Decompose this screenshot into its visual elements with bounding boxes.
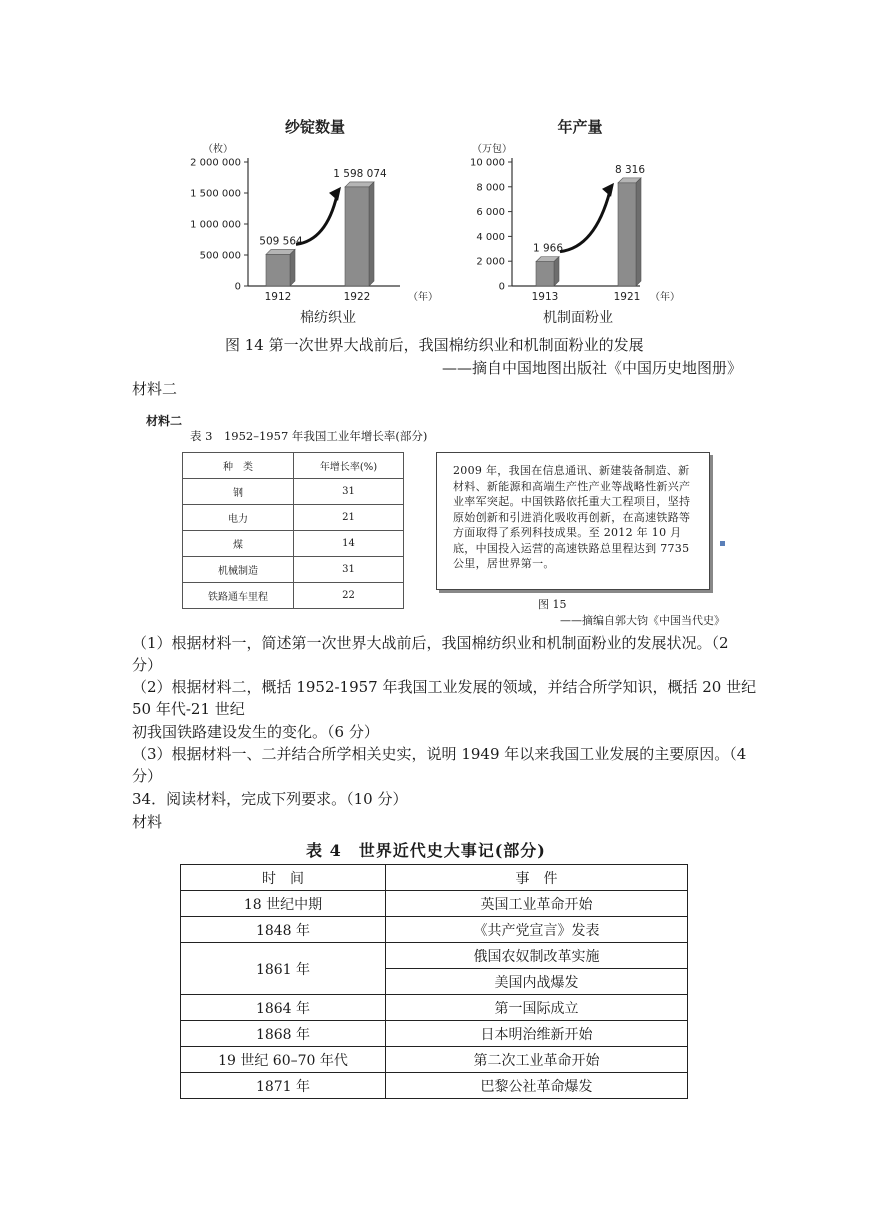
- cell-rate: 31: [294, 557, 404, 583]
- cell-time: 18 世纪中期: [181, 891, 386, 917]
- table-row: [181, 891, 688, 917]
- cell-category: 煤: [183, 531, 294, 557]
- y-unit-label: （枚）: [203, 144, 233, 155]
- bar-side: [369, 182, 374, 286]
- figure-15-caption: 图 15: [538, 598, 567, 611]
- y-tick-label: 2 000: [476, 256, 505, 268]
- header-cell: 时 间: [181, 865, 386, 891]
- cell-event: 英国工业革命开始: [386, 891, 688, 917]
- y-tick-label: 2 000 000: [190, 157, 241, 169]
- cell-time: 1868 年: [181, 1021, 386, 1047]
- figure-15-text: 2009 年，我国在信息通讯、新建装备制造、新材料、新能源和高端生产性产业等战略性新兴产业率军突起。中国铁路依托重大工程项目，坚持原始创新和引进消化吸收再创新，在高速铁路等方面取得了系列科技成果。至 2012 年 10 月底，中国投入运营的高速铁路总里程达到 7735 公里，居世界第一。: [453, 464, 691, 570]
- bar: [536, 262, 554, 286]
- material-2-inner-heading: 材料二: [146, 414, 183, 428]
- cell-category: 机械制造: [183, 557, 294, 583]
- y-tick-label: 0: [498, 281, 505, 293]
- table-row: [183, 531, 404, 557]
- group-label: 棉纺织业: [300, 310, 356, 326]
- table-row: [183, 557, 404, 583]
- table-row: [183, 583, 404, 609]
- question-line: （1）根据材料一，简述第一次世界大战前后，我国棉纺织业和机制面粉业的发展状况。（2: [132, 634, 729, 652]
- bar: [345, 187, 369, 286]
- cell-time: 19 世纪 60–70 年代: [181, 1047, 386, 1073]
- table-row: [181, 943, 688, 969]
- table-4-title: 表 4 世界近代史大事记(部分): [306, 841, 546, 860]
- cell-category: 钢: [183, 479, 294, 505]
- y-tick-label: 6 000: [476, 207, 505, 219]
- question-line: （3）根据材料一、二并结合所学相关史实，说明 1949 年以来我国工业发展的主要原因。（4: [132, 745, 747, 763]
- chart-title: 年产量: [557, 118, 603, 136]
- y-tick-label: 8 000: [476, 182, 505, 194]
- cell-event: 俄国农奴制改革实施: [386, 943, 688, 969]
- table-row: [181, 917, 688, 943]
- figure-15-source: ——摘编自郭大钧《中国当代史》: [560, 614, 725, 627]
- y-unit-label: （万包）: [472, 144, 512, 155]
- chart-title: 纱锭数量: [284, 118, 346, 136]
- y-tick-label: 10 000: [470, 157, 505, 169]
- cell-event: 美国内战爆发: [386, 969, 688, 995]
- x-tick-label: 1922: [343, 291, 371, 303]
- header-cell: 年增长率(%): [294, 453, 404, 479]
- small-square-mark: [720, 541, 725, 546]
- bar: [618, 183, 636, 286]
- figure-14-source: ——摘自中国地图出版社《中国历史地图册》: [441, 359, 742, 377]
- group-label: 机制面粉业: [543, 310, 613, 326]
- header-cell: 事 件: [386, 865, 688, 891]
- material-label: 材料: [132, 813, 163, 831]
- bar-value-label: 8 316: [614, 163, 646, 176]
- table-row: [183, 479, 404, 505]
- cell-rate: 31: [294, 479, 404, 505]
- table-3: [182, 452, 404, 609]
- material-2-heading: 材料二: [132, 380, 178, 398]
- figure-15-box: [436, 452, 710, 590]
- question-line: 初我国铁路建设发生的变化。（6 分）: [132, 723, 379, 741]
- table-header: [181, 865, 688, 891]
- table-header: [183, 453, 404, 479]
- cell-event: 巴黎公社革命爆发: [386, 1073, 688, 1099]
- cell-rate: 21: [294, 505, 404, 531]
- x-tick-label: 1913: [531, 291, 559, 303]
- cell-category: 电力: [183, 505, 294, 531]
- bar-value-label: 1 598 074: [333, 167, 387, 180]
- chart-spindles: [170, 110, 460, 330]
- cell-time: 1871 年: [181, 1073, 386, 1099]
- chart-flour-output: [460, 110, 720, 330]
- cell-rate: 14: [294, 531, 404, 557]
- figure-14-caption: 图 14 第一次世界大战前后，我国棉纺织业和机制面粉业的发展: [225, 336, 644, 354]
- header-cell: 种 类: [183, 453, 294, 479]
- y-tick-label: 1 000 000: [190, 219, 241, 231]
- bar-side: [554, 257, 559, 286]
- x-unit-label: （年）: [408, 292, 438, 303]
- cell-event: 第二次工业革命开始: [386, 1047, 688, 1073]
- bar-side: [290, 249, 295, 286]
- growth-arrow: [560, 191, 610, 252]
- question-line: 分）: [132, 767, 163, 785]
- question-line: 50 年代-21 世纪: [132, 700, 245, 718]
- cell-time: 1848 年: [181, 917, 386, 943]
- table-row: [181, 995, 688, 1021]
- bar-value-label: 1 966: [532, 242, 564, 255]
- bar: [266, 254, 290, 286]
- cell-event: 第一国际成立: [386, 995, 688, 1021]
- bar-value-label: 509 564: [259, 235, 303, 248]
- question-line: （2）根据材料二，概括 1952-1957 年我国工业发展的领域，并结合所学知识，概括 20 世纪: [132, 678, 757, 696]
- x-tick-label: 1912: [264, 291, 292, 303]
- y-tick-label: 4 000: [476, 231, 505, 243]
- y-tick-label: 0: [234, 281, 241, 293]
- table-4: [180, 864, 688, 1099]
- x-tick-label: 1921: [613, 291, 641, 303]
- cell-event: 《共产党宣言》发表: [386, 917, 688, 943]
- y-tick-label: 1 500 000: [190, 188, 241, 200]
- cell-time: 1864 年: [181, 995, 386, 1021]
- cell-rate: 22: [294, 583, 404, 609]
- cell-time: 1861 年: [181, 943, 386, 995]
- question-line: 分）: [132, 656, 163, 674]
- table-row: [181, 1073, 688, 1099]
- table-3-title: 表 3 1952–1957 年我国工业年增长率(部分): [190, 429, 428, 443]
- bar-side: [636, 178, 641, 286]
- x-unit-label: （年）: [650, 292, 680, 303]
- question-34: 34．阅读材料，完成下列要求。（10 分）: [132, 790, 408, 808]
- table-row: [181, 1047, 688, 1073]
- table-row: [181, 1021, 688, 1047]
- cell-event: 日本明治维新开始: [386, 1021, 688, 1047]
- cell-category: 铁路通车里程: [183, 583, 294, 609]
- table-row: [183, 505, 404, 531]
- y-tick-label: 500 000: [199, 250, 241, 262]
